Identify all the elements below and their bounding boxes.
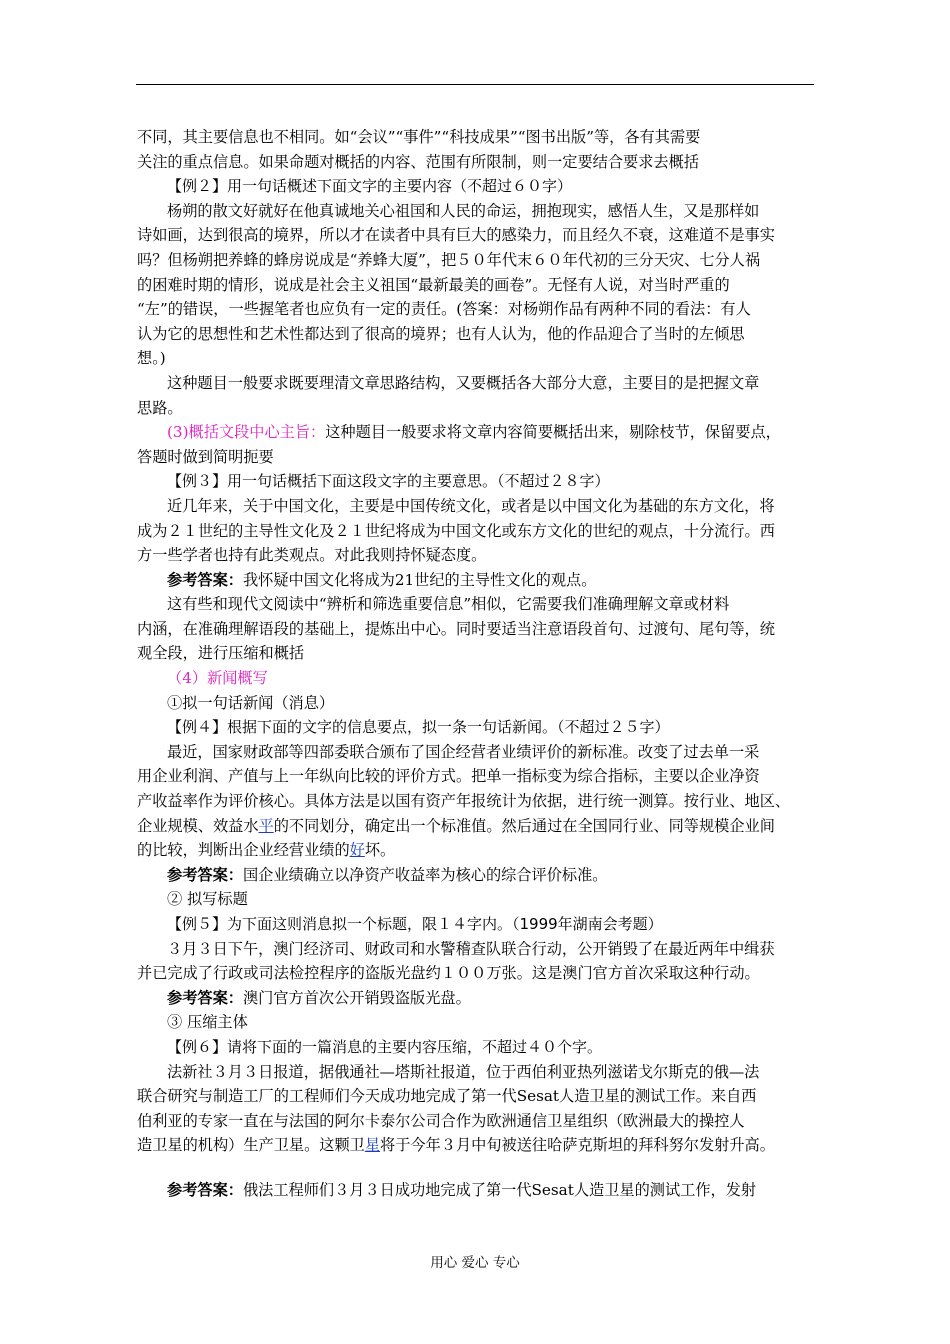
body-line: 这有些和现代文阅读中“辨析和筛选重要信息”相似，它需要我们准确理解文章或材料 xyxy=(167,595,730,614)
subheading: ③ 压缩主体 xyxy=(167,1013,248,1032)
example-heading: 【例３】用一句话概括下面这段文字的主要意思。（不超过２８字） xyxy=(167,472,610,491)
body-line: 思路。 xyxy=(137,398,183,417)
answer-label: 参考答案： xyxy=(167,865,243,884)
answer-line: 参考答案：澳门官方首次公开销毁盗版光盘。 xyxy=(167,988,471,1007)
hyperlink[interactable]: 平 xyxy=(258,816,274,835)
example-heading: 【例５】为下面这则消息拟一个标题，限１４字内。（1999年湖南会考题） xyxy=(167,915,663,933)
answer-label: 参考答案： xyxy=(167,988,243,1007)
body-line: 想。) xyxy=(137,349,166,368)
body-line: 联合研究与制造工厂的工程师们今天成功地完成了第一代Sesat人造卫星的测试工作。来自西 xyxy=(137,1087,757,1106)
body-line: 近几年来，关于中国文化，主要是中国传统文化，或者是以中国文化为基础的东方文化，将 xyxy=(167,496,775,515)
answer-line: 参考答案：俄法工程师们３月３日成功地完成了第一代Sesat人造卫星的测试工作，发射 xyxy=(167,1180,757,1199)
body-line: 关注的重点信息。如果命题对概括的内容、范围有所限制，则一定要结合要求去概括 xyxy=(137,152,699,171)
hyperlink[interactable]: 星 xyxy=(364,1136,380,1155)
subheading: ①拟一句话新闻（消息） xyxy=(167,693,335,712)
answer-label: 参考答案： xyxy=(167,1180,243,1199)
example-heading: 【例４】根据下面的文字的信息要点，拟一条一句话新闻。（不超过２５字） xyxy=(167,718,670,737)
body-line: 最近，国家财政部等四部委联合颁布了国企经营者业绩评价的新标准。改变了过去单一采 xyxy=(167,742,760,761)
example-heading: 【例６】请将下面的一篇消息的主要内容压缩，不超过４０个字。 xyxy=(167,1037,603,1056)
document-body xyxy=(137,125,817,1203)
body-line: 这种题目一般要求既要理清文章思路结构，又要概括各大部分大意，主要目的是把握文章 xyxy=(167,373,760,392)
body-line: 企业规模、效益水平的不同划分，确定出一个标准值。然后通过在全国同行业、同等规模企业间 xyxy=(137,816,775,835)
answer-label: 参考答案： xyxy=(167,570,243,589)
section-heading-4: （4）新闻概写 xyxy=(167,669,268,688)
body-line: 法新社３月３日报道，据俄通社—塔斯社报道，位于西伯利亚热列滋诺戈尔斯克的俄—法 xyxy=(167,1062,760,1081)
body-line: 的比较，判断出企业经营业绩的好坏。 xyxy=(137,841,396,860)
body-line: “左”的错误，一些握笔者也应负有一定的责任。(答案：对杨朔作品有两种不同的看法：有人 xyxy=(137,300,751,319)
body-line: 成为２１世纪的主导性文化及２１世纪将成为中国文化或东方文化的世纪的观点，十分流行。西 xyxy=(137,521,775,540)
body-line: 的困难时期的情形，说成是社会主义祖国“最新最美的画卷”。无怪有人说，对当时严重的 xyxy=(137,275,730,294)
section-label: (3)概括文段中心主旨： xyxy=(167,423,326,442)
body-line: 不同，其主要信息也不相同。如“会议”“事件”“科技成果”“图书出版”等，各有其需要 xyxy=(137,128,701,146)
section-heading-3: (3)概括文段中心主旨：这种题目一般要求将文章内容简要概括出来，剔除枝节，保留要点， xyxy=(167,423,781,442)
body-line: 观全段，进行压缩和概括 xyxy=(137,644,305,663)
body-line: 内涵，在准确理解语段的基础上，提炼出中心。同时要适当注意语段首句、过渡句、尾句等，统 xyxy=(137,619,775,638)
body-line: 并已完成了行政或司法检控程序的盗版光盘约１００万张。这是澳门官方首次采取这种行动。 xyxy=(137,964,760,983)
body-line: 造卫星的机构）生产卫星。这颗卫星将于今年３月中旬被送往哈萨克斯坦的拜科努尔发射升高。 xyxy=(137,1136,775,1155)
answer-line: 参考答案：国企业绩确立以净资产收益率为核心的综合评价标准。 xyxy=(167,865,608,884)
hyperlink[interactable]: 好 xyxy=(349,841,365,860)
header-rule xyxy=(136,84,814,85)
body-line: 答题时做到简明扼要 xyxy=(137,447,274,466)
paragraph-gap xyxy=(137,1158,817,1178)
body-line: 诗如画，达到很高的境界，所以才在读者中具有巨大的感染力，而且经久不衰，这难道不是事实 xyxy=(137,226,775,245)
body-line: 杨朔的散文好就好在他真诚地关心祖国和人民的命运，拥抱现实，感悟人生，又是那样如 xyxy=(167,201,760,220)
answer-line: 参考答案：我怀疑中国文化将成为21世纪的主导性文化的观点。 xyxy=(167,570,597,589)
example-heading: 【例２】用一句话概述下面文字的主要内容（不超过６０字） xyxy=(167,177,573,196)
subheading: ② 拟写标题 xyxy=(167,890,248,909)
body-line: 伯利亚的专家一直在与法国的阿尔卡泰尔公司合作为欧洲通信卫星组织（欧洲最大的操控人 xyxy=(137,1111,745,1130)
body-line: 方一些学者也持有此类观点。对此我则持怀疑态度。 xyxy=(137,546,487,565)
body-line: 用企业利润、产值与上一年纵向比较的评价方式。把单一指标变为综合指标，主要以企业净资 xyxy=(137,767,760,786)
body-line: 认为它的思想性和艺术性都达到了很高的境界；也有人认为，他的作品迎合了当时的左倾思 xyxy=(137,324,745,343)
body-line: 吗？但杨朔把养蜂的蜂房说成是“养蜂大厦”，把５０年代末６０年代初的三分天灾、七分人祸 xyxy=(137,250,761,269)
body-line: ３月３日下午，澳门经济司、财政司和水警稽查队联合行动，公开销毁了在最近两年中缉获 xyxy=(167,939,775,958)
page-footer: 用心 爱心 专心 xyxy=(430,1255,520,1271)
body-line: 产收益率作为评价核心。具体方法是以国有资产年报统计为依据，进行统一测算。按行业、地区、 xyxy=(137,792,791,811)
